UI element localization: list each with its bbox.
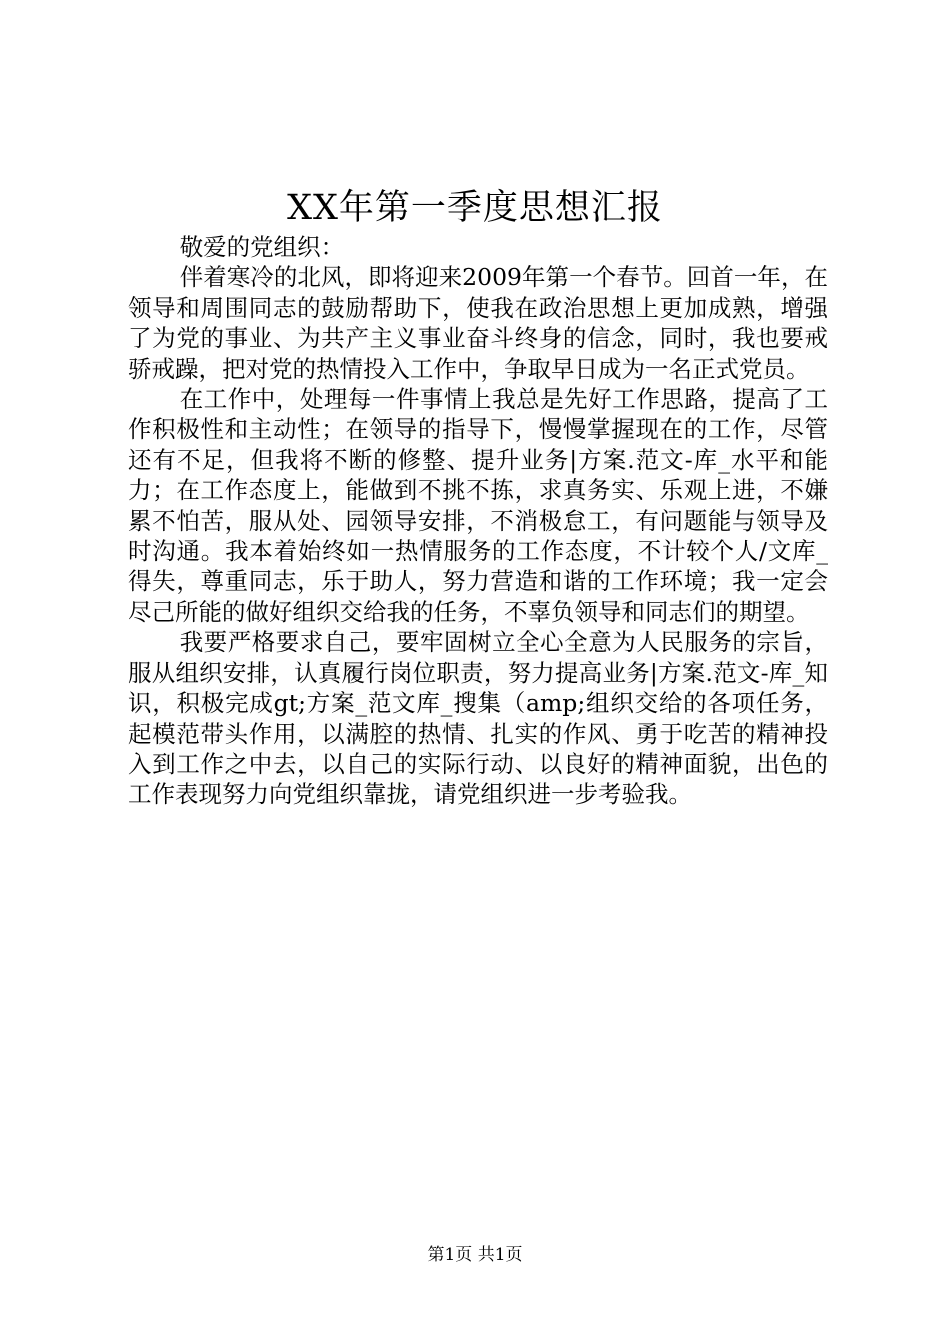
salutation: 敬爱的党组织： <box>179 233 345 261</box>
paragraph-1: 伴着寒冷的北风，即将迎来2009年第一个春节。回首一年，在领导和周围同志的鼓励帮助下，使我在政治思想上更加成熟，增强了为党的事业、为共产主义事业奋斗终身的信念，同时，我也要戒骄戒躁，把对党的热情投入工作中，争取早日成为一名正式党员。 <box>128 263 828 383</box>
document-body <box>128 232 828 810</box>
page-footer: 第1页 共1页 <box>427 1245 523 1265</box>
paragraph-3: 我要严格要求自己，要牢固树立全心全意为人民服务的宗旨，服从组织安排，认真履行岗位职责，努力提高业务|方案.范文-库_知识，积极完成gt;方案_范文库_搜集（amp;组织交给的各项任务，起模范带头作用，以满腔的热情、扎实的作风、勇于吃苦的精神投入到工作之中去，以自己的实际行动、以良好的精神面貌，出色的工作表现努力向党组织靠拢，请党组织进一步考验我。 <box>128 628 828 809</box>
paragraph-2: 在工作中，处理每一件事情上我总是先好工作思路，提高了工作积极性和主动性；在领导的指导下，慢慢掌握现在的工作，尽管还有不足，但我将不断的修整、提升业务|方案.范文-库_水平和能力；在工作态度上，能做到不挑不拣，求真务实、乐观上进，不嫌累不怕苦，服从处、园领导安排，不消极怠工，有问题能与领导及时沟通。我本着始终如一热情服务的工作态度，不计较个人/文库_得失，尊重同志，乐于助人，努力营造和谐的工作环境；我一定会尽己所能的做好组织交给我的任务，不辜负领导和同志们的期望。 <box>128 385 828 626</box>
document-title: XX年第一季度思想汇报 <box>287 188 663 228</box>
